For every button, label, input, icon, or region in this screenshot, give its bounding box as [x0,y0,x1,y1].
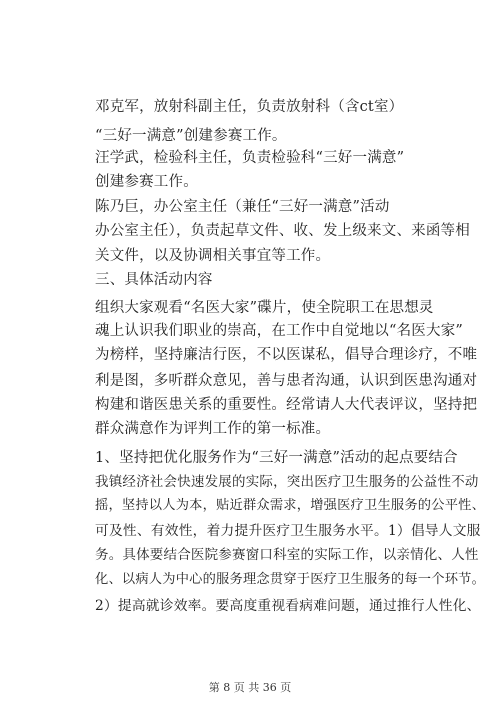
section-heading: 三、具体活动内容 [95,272,213,288]
text-line: 我镇经济社会快速发展的实际，突出医疗卫生服务的公益性不动 [95,474,479,490]
text-line: 陈乃巨，办公室主任（兼任“三好一满意”活动 [95,199,390,215]
text-line: 创建参赛工作。 [95,174,198,190]
text-line: 关文件，以及协调相关事宜等工作。 [95,248,331,264]
text-line: 构建和谐医患关系的重要性。经常请人大代表评议，坚持把 [95,397,478,413]
text-line: 摇，坚持以人为本，贴近群众需求，增强医疗卫生服务的公平性、 [95,498,486,513]
text-line: 2）提高就诊效率。要高度重视看病难问题，通过推行人性化、 [95,598,481,614]
page-number-footer: 第 8 页 共 36 页 [208,681,292,694]
text-line: 化、以病人为中心的服务理念贯穿于医疗卫生服务的每一个环节。 [95,572,486,587]
text-line: 1、坚持把优化服务作为“三好一满意”活动的起点要结合 [95,450,458,466]
text-line: “三好一满意”创建参赛工作。 [95,128,287,144]
text-line: 为榜样，坚持廉洁行医，不以医谋私，倡导合理诊疗，不唯 [95,347,478,363]
text-line: 汪学武，检验科主任，负责检验科“三好一满意” [95,150,405,166]
text-line: 组织大家观看“名医大家”碟片，使全院职工在思想灵 [95,300,434,316]
text-line: 务。具体要结合医院参赛窗口科室的实际工作，以亲情化、人性 [95,547,479,563]
text-line: 邓克军，放射科副主任，负责放射科（含ct室） [95,99,404,115]
text-line: 群众满意作为评判工作的第一标准。 [95,421,331,437]
text-line: 办公室主任），负责起草文件、收、发上级来文、来函等相 [95,223,470,239]
text-line: 可及性、有效性，着力提升医疗卫生服务水平。1）倡导人文服 [95,523,481,539]
text-line: 利是图，多听群众意见，善与患者沟通，认识到医患沟通对 [95,373,478,389]
text-line: 魂上认识我们职业的崇高，在工作中自觉地以“名医大家” [95,323,464,339]
